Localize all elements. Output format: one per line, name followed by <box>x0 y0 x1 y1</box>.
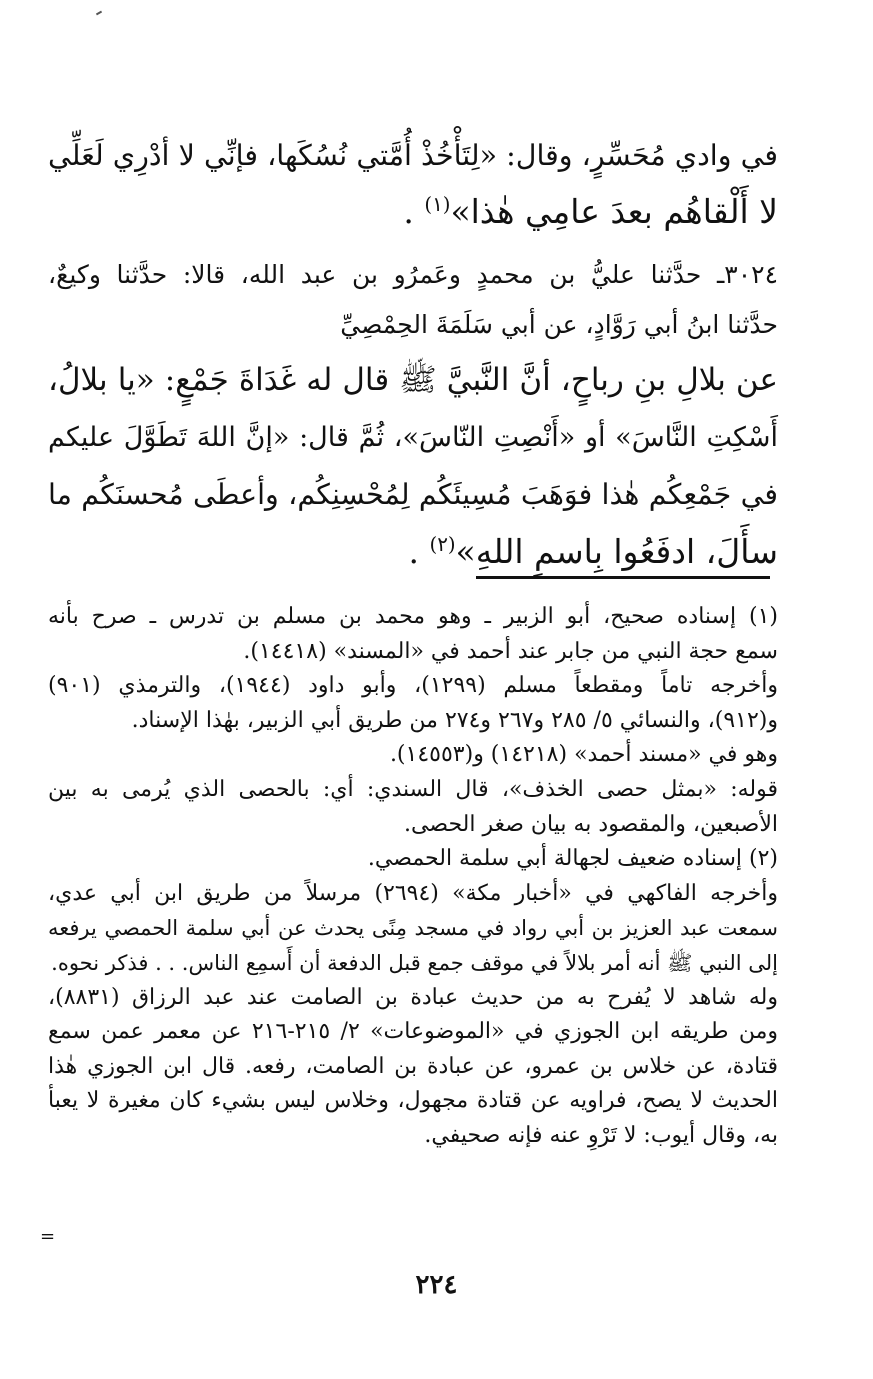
footnote <box>48 669 778 738</box>
text-line: أَسْكِتِ النَّاسَ» أو «أَنْصِتِ النّاسَ»، ثُمَّ قال: «إنَّ اللهَ تَطَوَّلَ عليكم <box>48 422 778 453</box>
footnote-line: به، وقال أيوب: لا تَرْوِ عنه فإنه صحيفي. <box>424 1122 778 1148</box>
hadith-text <box>48 352 778 580</box>
footnote-ref: (٢) <box>429 533 456 556</box>
footnote-line: وهو في «مسند أحمد» (١٤٢١٨) و(١٤٥٥٣). <box>389 742 778 768</box>
footnote-separator <box>476 576 770 579</box>
text-line: سأَلَ، ادفَعُوا بِاسمِ اللهِ»$^{(٢)}$ . <box>408 532 778 571</box>
footnote <box>48 981 778 1154</box>
text-line: في جَمْعِكُم هٰذا فوَهَبَ مُسِيئَكُم لِمُحْسِنِكُم، وأعطَى مُحسنَكُم ما <box>48 478 778 511</box>
footnote-line: (٢) إسناده ضعيف لجهالة أبي سلمة الحمصي. <box>367 846 778 872</box>
footnote-line: الأصبعين، والمقصود به بيان صغر الحصى. <box>404 811 778 837</box>
footnotes <box>48 600 778 1154</box>
footnote-line: و(٩١٢)، والنسائي ٥/ ٢٨٥ و٢٦٧ و٢٧٤ من طريق أبي الزبير، بهٰذا الإسناد. <box>131 707 778 733</box>
footnote-line: سمعت عبد العزيز بن أبي رواد في مسجد مِنًى يحدث عن أبي سلمة الحمصي يرفعه <box>48 916 778 941</box>
footnote-line: الحديث لا يصح، فراويه عن قتادة مجهول، وخلاس ليس بشيء كان مغيرة لا يعبأ <box>48 1088 778 1114</box>
page-number: ٢٢٤ <box>415 1270 458 1300</box>
footnote-line: وأخرجه الفاكهي في «أخبار مكة» (٢٦٩٤) مرسلاً من طريق ابن أبي عدي، <box>48 880 778 906</box>
hadith-isnad <box>48 250 778 350</box>
footnote-line: ومن طريقه ابن الجوزي في «الموضوعات» ٢/ ٢١٥-٢١٦ عن معمر عمن سمع <box>48 1019 778 1045</box>
footnote-line: قوله: «بمثل حصى الخذف»، قال السندي: أي: بالحصى الذي يُرمى به بين <box>48 776 778 802</box>
footnote-line: سمع حجة النبي من جابر عند أحمد في «المسند» (١٤٤١٨). <box>243 638 778 664</box>
continuation-mark: = <box>40 1226 56 1247</box>
footnote <box>48 600 778 669</box>
footnote-line: وأخرجه تاماً ومقطعاً مسلم (١٢٩٩)، وأبو داود (١٩٤٤)، والترمذي (٩٠١) <box>48 673 778 699</box>
footnote <box>48 738 778 773</box>
text-line: حدَّثنا ابنُ أبي رَوَّادٍ، عن أبي سَلَمَةَ الحِمْصِيِّ <box>340 310 778 339</box>
footnote <box>48 842 778 877</box>
text-line: في وادي مُحَسِّرٍ، وقال: «لِتَأْخُذْ أُمَّتي نُسُكَها، فإنِّي لا أدْرِي لَعَلِّي <box>48 139 778 172</box>
footnote <box>48 877 778 981</box>
text-line: ٣٠٢٤ـ حدَّثنا عليُّ بن محمدٍ وعَمرُو بن عبد الله، قالا: حدَّثنا وكيعٌ، <box>48 260 778 289</box>
text-line: لا أَلْقاهُم بعدَ عامِي هٰذا»$^{(١)}$ . <box>403 192 778 231</box>
footnote <box>48 773 778 842</box>
scan-speck <box>96 11 102 16</box>
footnote-line: قتادة، عن خلاس بن عمرو، عن عبادة بن الصامت، رفعه. قال ابن الجوزي هٰذا <box>48 1053 778 1079</box>
footnote-line: (١) إسناده صحيح، أبو الزبير ـ وهو محمد بن مسلم بن تدرس ـ صرح بأنه <box>48 604 778 629</box>
hadith-text-continuation <box>48 128 778 240</box>
text-line: عن بلالِ بنِ رباحٍ، أنَّ النَّبيَّ ﷺ قال له غَدَاةَ جَمْعٍ: «يا بلالُ، <box>48 362 778 398</box>
footnote-ref: (١) <box>424 193 451 216</box>
footnote-line: إلى النبي ﷺ أنه أمر بلالاً في موقف جمع قبل الدفعة أن أَسمِع الناس. . . فذكر نحوه. <box>51 950 778 975</box>
footnote-line: وله شاهد لا يُفرح به من حديث عبادة بن الصامت عند عبد الرزاق (٨٨٣١)، <box>48 984 778 1010</box>
